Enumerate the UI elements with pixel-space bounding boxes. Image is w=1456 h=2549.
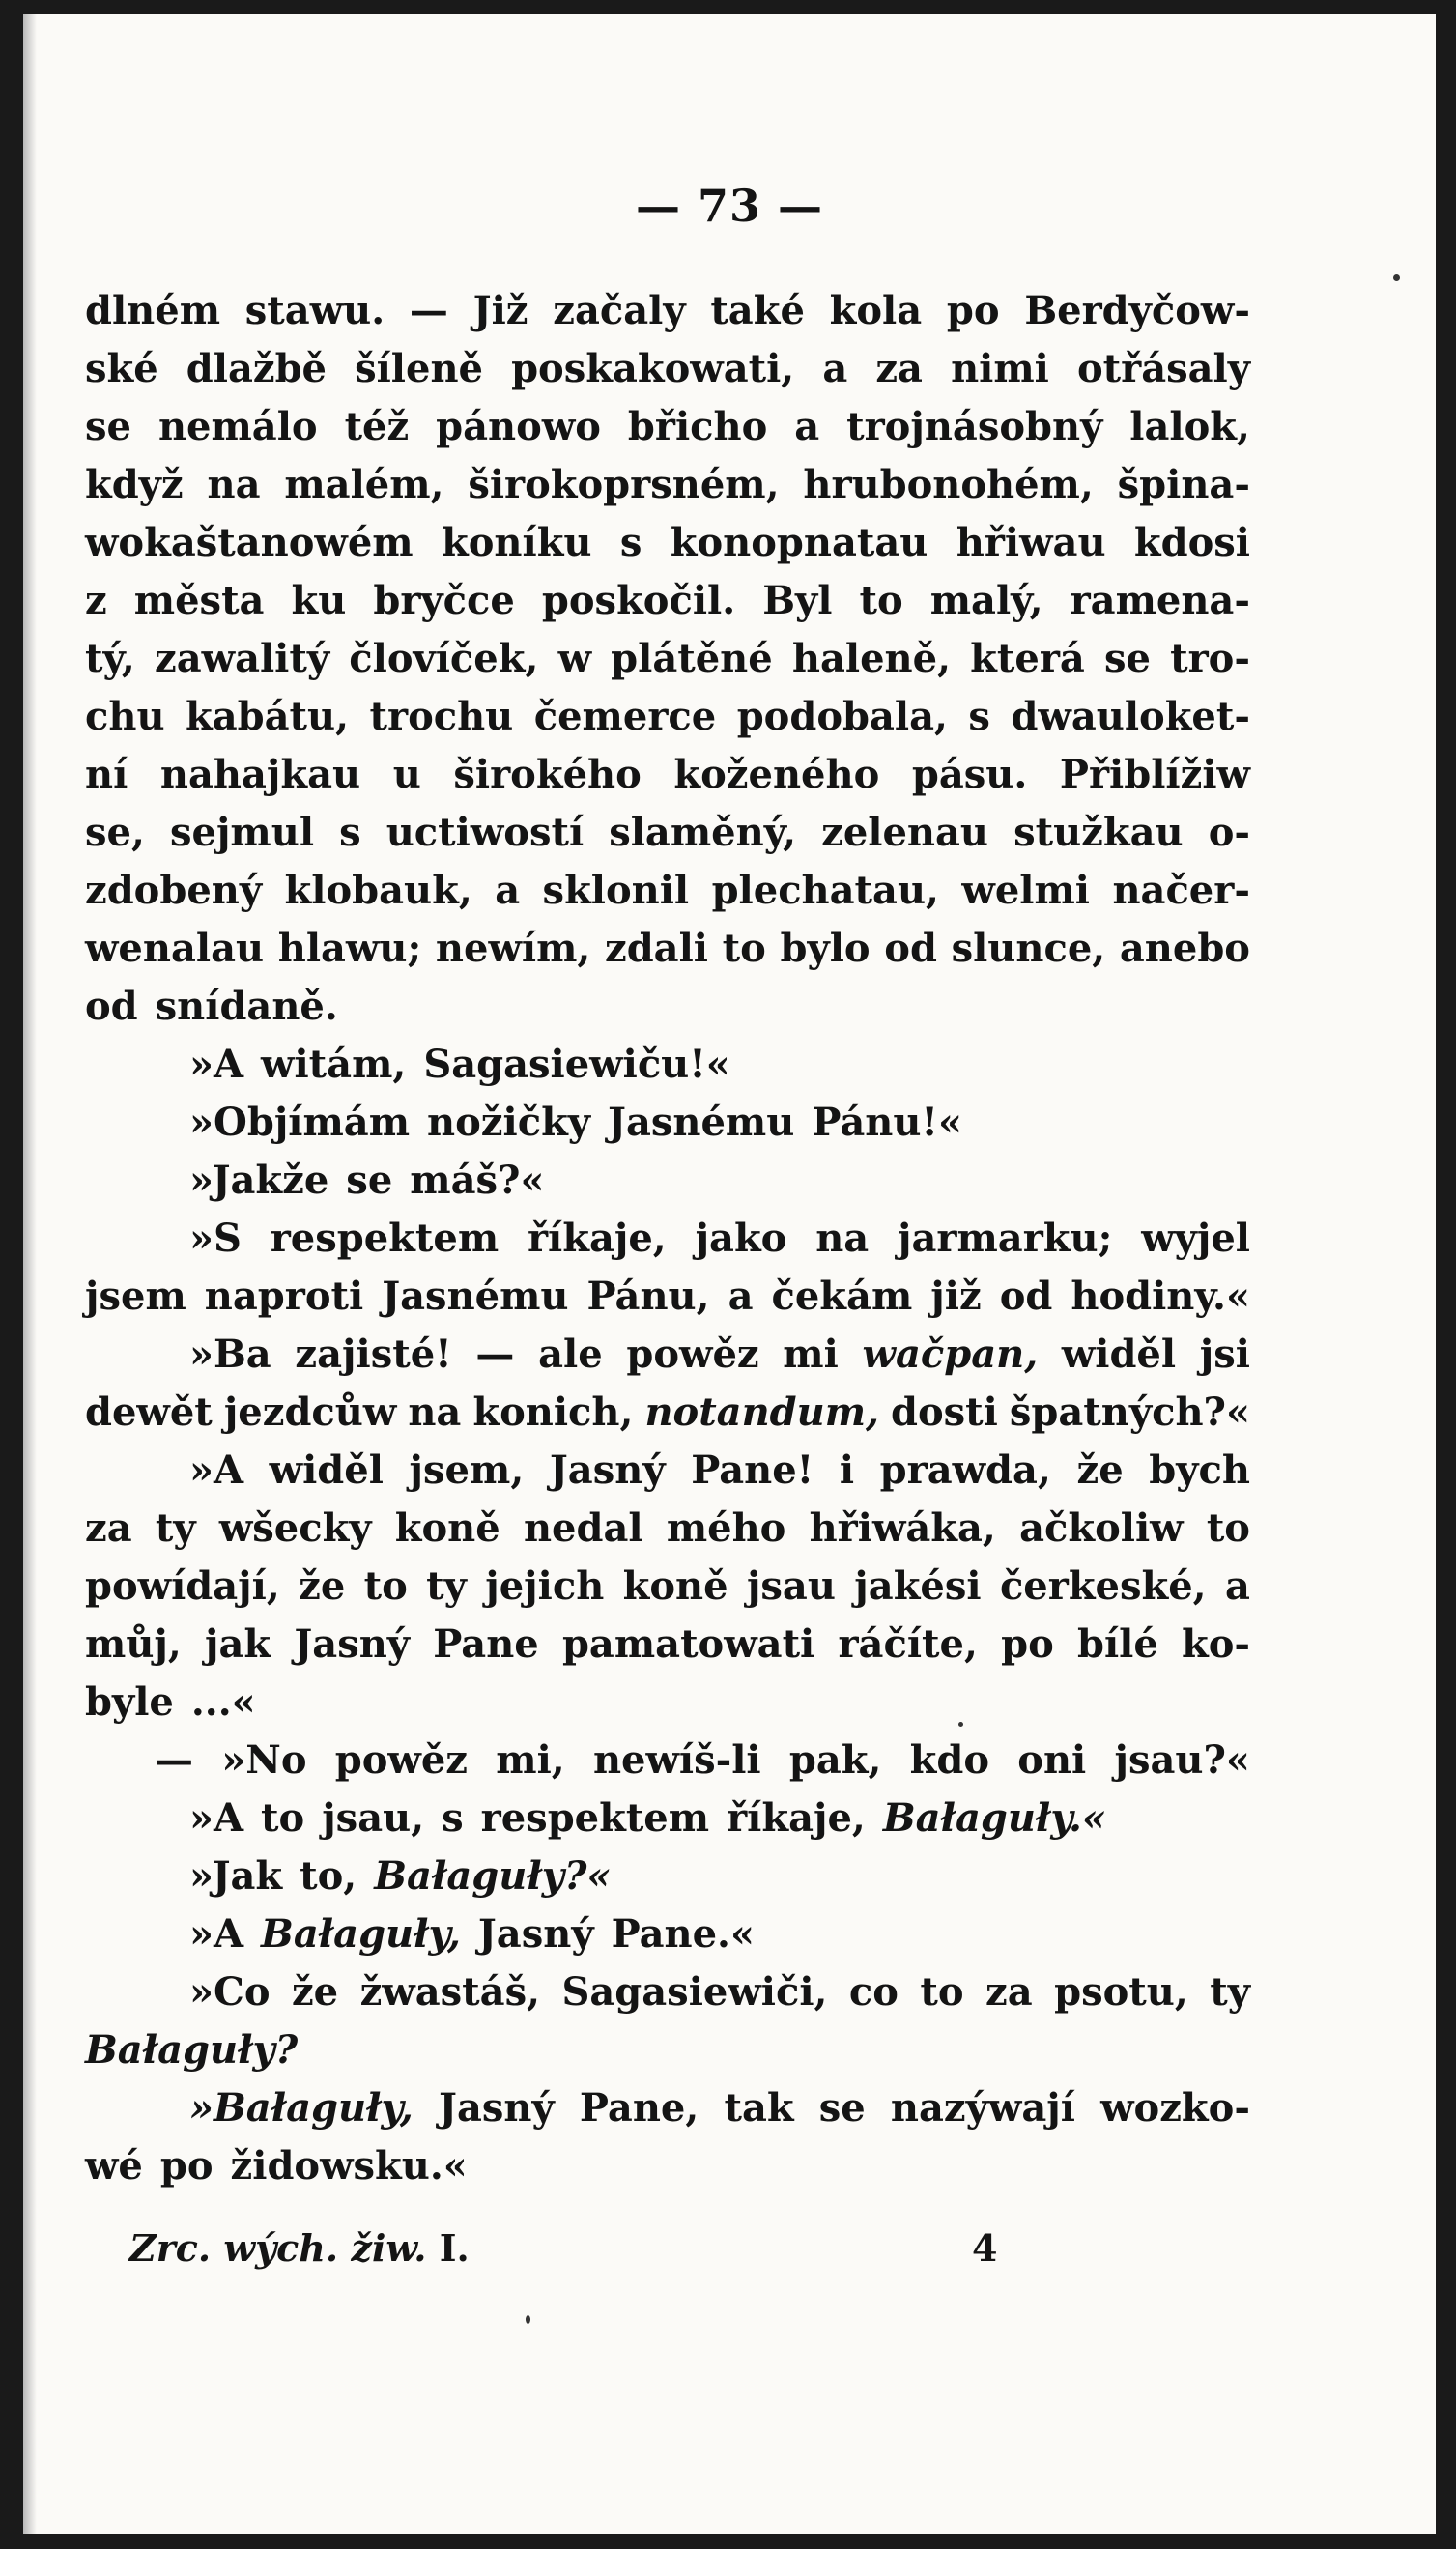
ink-speck xyxy=(526,2315,530,2324)
ink-speck xyxy=(1393,274,1400,281)
text-line: dlném stawu. — Již začaly také kola po Berdyčow- xyxy=(85,288,1250,333)
text-line: »Bałaguły, Jasný Pane, tak se nazýwají wozko- xyxy=(189,2085,1250,2131)
text-line: můj, jak Jasný Pane pamatowati ráčíte, po bílé ko- xyxy=(85,1621,1250,1667)
page-edge-shadow xyxy=(23,14,37,2534)
text-line: wokaštanowém koníku s konopnatau hřiwau kdosi xyxy=(85,520,1250,565)
volume-number: I. xyxy=(439,2226,470,2270)
text-line: »A Bałaguły, Jasný Pane.« xyxy=(189,1911,755,1957)
text-line: za ty wšecky koně nedal mého hřiwáka, ačkoliw to xyxy=(85,1505,1250,1551)
text-line: ní nahajkau u širokého koženého pásu. Přiblížiw xyxy=(85,752,1250,797)
text-line: se nemálo též pánowo břicho a trojnásobný lalok, xyxy=(85,404,1250,449)
text-line: wenalau hlawu; newím, zdali to bylo od slunce, anebo xyxy=(85,926,1250,971)
page-number: — 73 — xyxy=(635,180,824,232)
text-line: chu kabátu, trochu čemerce podobala, s dwauloket- xyxy=(85,694,1250,739)
body-text xyxy=(85,282,1250,2195)
text-line: byle ...« xyxy=(85,1679,256,1725)
text-line: wé po židowsku.« xyxy=(85,2143,468,2189)
text-line: »A witám, Sagasiewiču!« xyxy=(189,1042,730,1087)
text-line: »Ba zajisté! — ale powěz mi wačpan, widěl jsi xyxy=(189,1332,1250,1377)
text-line: powídají, že to ty jejich koně jsau jakési čerkeské, a xyxy=(85,1563,1250,1609)
text-line: »S respektem říkaje, jako na jarmarku; wyjel xyxy=(189,1216,1250,1261)
text-line: dewět jezdcůw na konich, notandum, dosti špatných?« xyxy=(85,1389,1250,1435)
text-line: zdobený klobauk, a sklonil plechatau, welmi načer- xyxy=(85,868,1250,913)
text-line: »Jakže se máš?« xyxy=(189,1158,545,1203)
text-line: »A to jsau, s respektem říkaje, Bałaguły.« xyxy=(189,1795,1106,1841)
text-line: ské dlažbě šíleně poskakowati, a za nimi otřásaly xyxy=(85,346,1250,391)
text-line: tý, zawalitý človíček, w plátěné haleně, která se tro- xyxy=(85,636,1250,681)
text-line: když na malém, širokoprsném, hrubonohém, špina- xyxy=(85,462,1250,507)
text-line: »Objímám nožičky Jasnému Pánu!« xyxy=(189,1100,962,1145)
signature-text: Zrc. wých. žiw. xyxy=(129,2226,427,2270)
text-line: Bałaguły? xyxy=(85,2027,299,2073)
text-line: se, sejmul s uctiwostí slaměný, zelenau stužkau o- xyxy=(85,810,1250,855)
ink-speck xyxy=(958,1722,963,1727)
text-line: »Jak to, Bałaguły?« xyxy=(189,1853,612,1899)
text-line: — »No powěz mi, newíš-li pak, kdo oni jsau?« xyxy=(155,1737,1250,1783)
signature-mark xyxy=(129,2226,470,2270)
signature-number: 4 xyxy=(972,2226,998,2270)
text-line: z města ku bryčce poskočil. Byl to malý, ramena- xyxy=(85,578,1250,623)
text-line: od snídaně. xyxy=(85,984,338,1029)
book-page xyxy=(23,14,1436,2534)
text-line: »A widěl jsem, Jasný Pane! i prawda, že bych xyxy=(189,1447,1250,1493)
text-line: »Co že žwastáš, Sagasiewiči, co to za psotu, ty xyxy=(189,1969,1250,2015)
text-line: jsem naproti Jasnému Pánu, a čekám již od hodiny.« xyxy=(85,1274,1250,1319)
